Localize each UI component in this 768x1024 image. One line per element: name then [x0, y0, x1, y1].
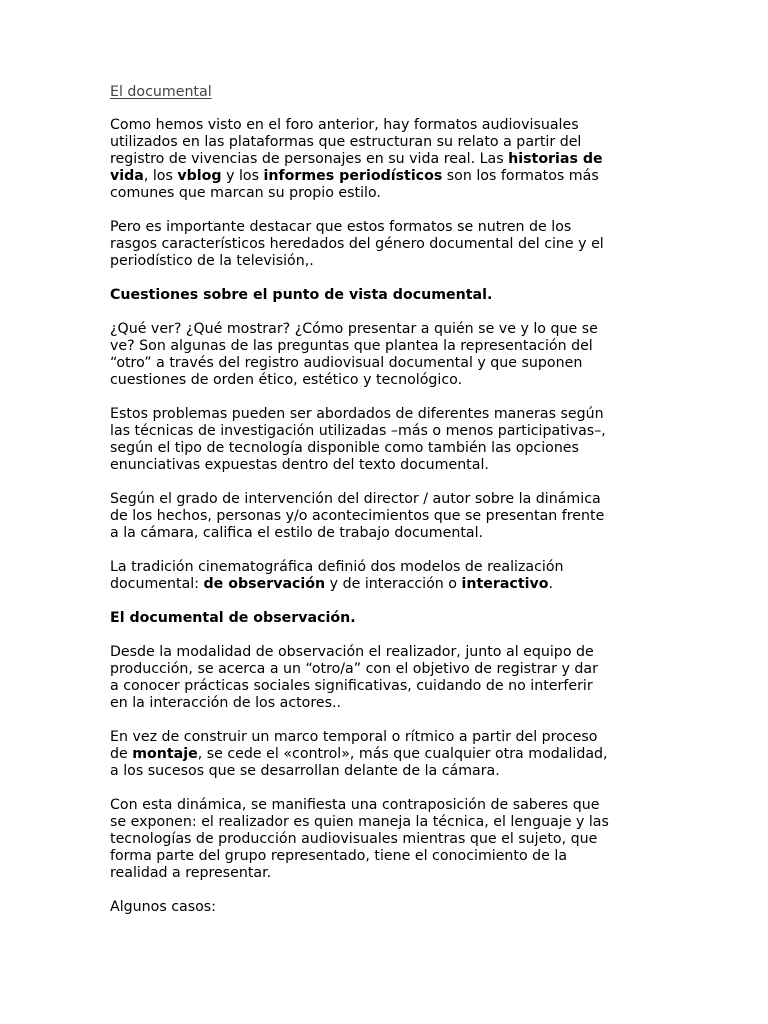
document-title: El documental: [110, 84, 212, 100]
text-line: Como hemos visto en el foro anterior, hay formatos audiovisuales: [110, 117, 579, 133]
bold-term: vida: [110, 168, 144, 184]
text-line: ve? Son algunas de las preguntas que plantea la representación del: [110, 338, 593, 354]
paragraph-montage: [110, 729, 670, 780]
text-line: En vez de construir un marco temporal o rítmico a partir del proceso: [110, 729, 598, 745]
section-heading-point-of-view: Cuestiones sobre el punto de vista documental.: [110, 287, 493, 303]
text-line: Con esta dinámica, se manifiesta una contraposición de saberes que: [110, 797, 600, 813]
paragraph-intervention: [110, 491, 670, 542]
text-line: “otro” a través del registro audiovisual documental y que suponen: [110, 355, 583, 371]
paragraph-problems: [110, 406, 670, 474]
paragraph-tradition: [110, 559, 670, 593]
text-line: Pero es importante destacar que estos formatos se nutren de los: [110, 219, 572, 235]
text-line: ¿Qué ver? ¿Qué mostrar? ¿Cómo presentar a quién se ve y lo que se: [110, 321, 598, 337]
text-run: y los: [221, 168, 264, 184]
bold-term: vblog: [177, 168, 222, 184]
paragraph-formats: [110, 219, 670, 270]
bold-term: historias de: [508, 151, 603, 167]
text-line: a los sucesos que se desarrollan delante de la cámara.: [110, 763, 500, 779]
text-line: periodístico de la televisión,.: [110, 253, 314, 269]
text-line: [110, 168, 670, 185]
document-page: [110, 84, 670, 933]
text-line: utilizados en las plataformas que estructuran su relato a partir del: [110, 134, 582, 150]
bold-term: interactivo: [461, 576, 549, 592]
paragraph-intro: [110, 117, 670, 202]
text-line: realidad a representar.: [110, 865, 272, 881]
text-line: La tradición cinematográfica definió dos modelos de realización: [110, 559, 564, 575]
text-line: Según el grado de intervención del director / autor sobre la dinámica: [110, 491, 601, 507]
text-line: a conocer prácticas sociales significativas, cuidando de no interferir: [110, 678, 593, 694]
text-line: según el tipo de tecnología disponible como también las opciones: [110, 440, 579, 456]
text-run: , se cede el «control», más que cualquier otra modalidad,: [197, 746, 608, 762]
bold-term: informes periodísticos: [263, 168, 443, 184]
bold-term: montaje: [132, 746, 198, 762]
text-run: .: [548, 576, 553, 592]
text-line: rasgos característicos heredados del género documental del cine y el: [110, 236, 604, 252]
text-line: [110, 746, 670, 763]
paragraph-observation-mode: [110, 644, 670, 712]
text-run: de: [110, 746, 133, 762]
text-run: son los formatos más: [442, 168, 599, 184]
bold-term: de observación: [203, 576, 326, 592]
text-run: documental:: [110, 576, 204, 592]
text-line: [110, 151, 670, 168]
text-line: enunciativas expuestas dentro del texto documental.: [110, 457, 489, 473]
text-line: Desde la modalidad de observación el realizador, junto al equipo de: [110, 644, 594, 660]
text-run: y de interacción o: [325, 576, 462, 592]
text-line: cuestiones de orden ético, estético y tecnológico.: [110, 372, 463, 388]
text-line: comunes que marcan su propio estilo.: [110, 185, 381, 201]
text-line: forma parte del grupo representado, tiene el conocimiento de la: [110, 848, 568, 864]
section-heading-observation: El documental de observación.: [110, 610, 356, 626]
text-line: a la cámara, califica el estilo de trabajo documental.: [110, 525, 484, 541]
text-line: se exponen: el realizador es quien maneja la técnica, el lenguaje y las: [110, 814, 609, 830]
text-run: , los: [143, 168, 178, 184]
paragraph-questions: [110, 321, 670, 389]
text-line: [110, 576, 670, 593]
text-line: tecnologías de producción audiovisuales mientras que el sujeto, que: [110, 831, 598, 847]
text-line: Estos problemas pueden ser abordados de diferentes maneras según: [110, 406, 604, 422]
text-line: de los hechos, personas y/o acontecimientos que se presentan frente: [110, 508, 605, 524]
text-line: en la interacción de los actores..: [110, 695, 342, 711]
paragraph-cases: Algunos casos:: [110, 899, 216, 915]
text-run: registro de vivencias de personajes en su vida real. Las: [110, 151, 509, 167]
text-line: las técnicas de investigación utilizadas –más o menos participativas–,: [110, 423, 606, 439]
paragraph-dynamics: [110, 797, 670, 882]
text-line: producción, se acerca a un “otro/a” con el objetivo de registrar y dar: [110, 661, 598, 677]
